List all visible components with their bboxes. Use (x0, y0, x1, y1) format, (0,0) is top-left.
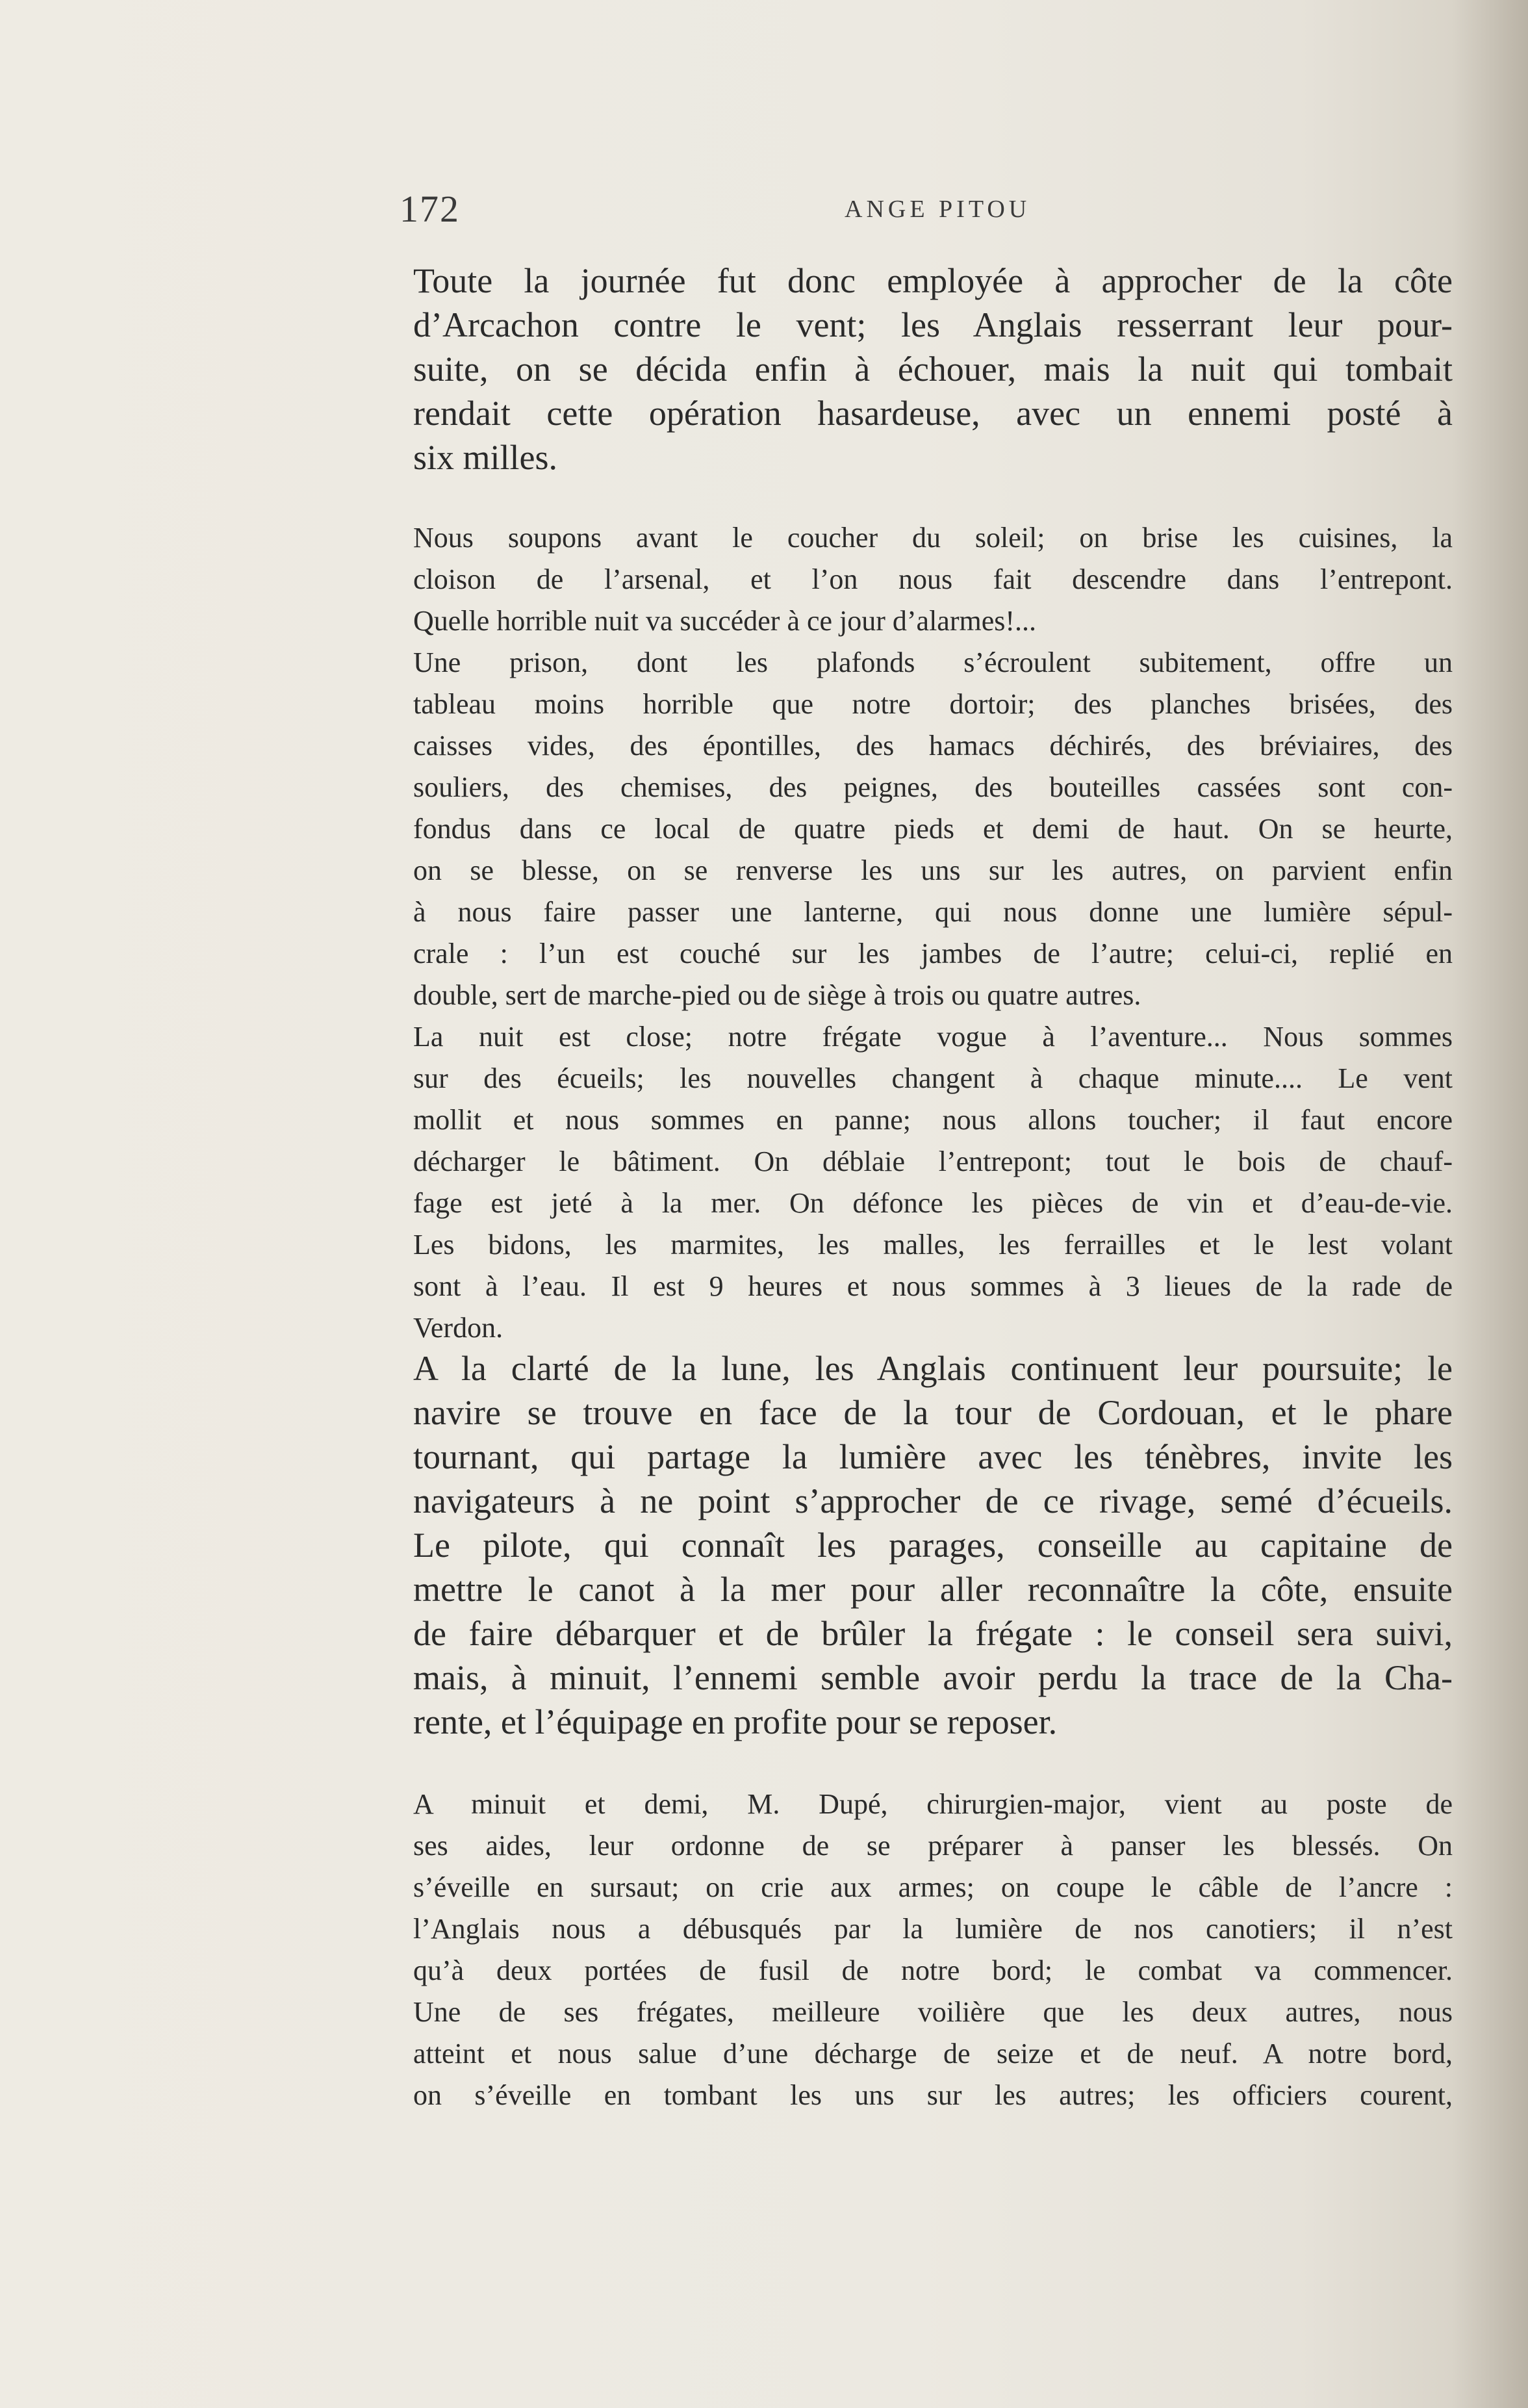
text-line: Les bidons, les marmites, les malles, les ferrailles et le lest volant (413, 1229, 1453, 1261)
paragraph-cordouan (413, 1346, 1453, 1744)
text-line: fage est jeté à la mer. On défonce les pièces de vin et d’eau-de-vie. (413, 1187, 1453, 1219)
quoted-account-night (413, 517, 1453, 1349)
text-line: atteint et nous salue d’une décharge de seize et de neuf. A notre bord, (413, 2038, 1453, 2069)
text-line: on se blesse, on se renverse les uns sur les autres, on parvient enfin (413, 854, 1453, 886)
text-line: qu’à deux portées de fusil de notre bord; le combat va commencer. (413, 1954, 1453, 1986)
text-line: tableau moins horrible que notre dortoir; des planches brisées, des (413, 688, 1453, 720)
text-line: A minuit et demi, M. Dupé, chirurgien-major, vient au poste de (413, 1788, 1453, 1820)
page-number: 172 (400, 188, 460, 230)
text-line: navigateurs à ne point s’approcher de ce rivage, semé d’écueils. (413, 1481, 1453, 1520)
text-line: rente, et l’équipage en profite pour se reposer. (413, 1702, 1058, 1741)
paragraph-approach-arcachon (413, 259, 1453, 480)
text-line: sur des écueils; les nouvelles changent à chaque minute.... Le vent (413, 1062, 1453, 1094)
text-line: A la clarté de la lune, les Anglais continuent leur poursuite; le (413, 1349, 1453, 1388)
text-line: souliers, des chemises, des peignes, des bouteilles cassées sont con- (413, 771, 1453, 803)
text-line: six milles. (413, 438, 558, 477)
text-line: l’Anglais nous a débusqués par la lumière de nos canotiers; il n’est (413, 1913, 1453, 1945)
text-line: mettre le canot à la mer pour aller reconnaître la côte, ensuite (413, 1570, 1453, 1609)
text-line: navire se trouve en face de la tour de Cordouan, et le phare (413, 1393, 1453, 1432)
text-line: Toute la journée fut donc employée à approcher de la côte (413, 261, 1453, 300)
text-line: on s’éveille en tombant les uns sur les autres; les officiers courent, (413, 2079, 1453, 2111)
text-line: mollit et nous sommes en panne; nous allons toucher; il faut encore (413, 1104, 1453, 1136)
page-header (0, 187, 1528, 233)
text-line: s’éveille en sursaut; on crie aux armes; on coupe le câble de l’ancre : (413, 1871, 1453, 1903)
text-line: sont à l’eau. Il est 9 heures et nous sommes à 3 lieues de la rade de (413, 1270, 1453, 1302)
text-line: caisses vides, des épontilles, des hamacs déchirés, des bréviaires, des (413, 730, 1453, 762)
text-line: double, sert de marche-pied ou de siège à trois ou quatre autres. (413, 979, 1141, 1011)
text-line: décharger le bâtiment. On déblaie l’entrepont; tout le bois de chauf- (413, 1146, 1453, 1177)
text-line: tournant, qui partage la lumière avec les ténèbres, invite les (413, 1437, 1453, 1476)
text-line: Une de ses frégates, meilleure voilière que les deux autres, nous (413, 1996, 1453, 2028)
running-head: ANGE PITOU (845, 196, 1031, 223)
text-line: rendait cette opération hasardeuse, avec un ennemi posté à (413, 394, 1453, 433)
text-line: mais, à minuit, l’ennemi semble avoir perdu la trace de la Cha- (413, 1658, 1453, 1697)
text-line: ses aides, leur ordonne de se préparer à panser les blessés. On (413, 1830, 1453, 1862)
text-line: Une prison, dont les plafonds s’écroulent subitement, offre un (413, 647, 1453, 678)
text-line: Verdon. (413, 1312, 503, 1344)
text-line: Nous soupons avant le coucher du soleil; on brise les cuisines, la (413, 522, 1453, 554)
text-line: crale : l’un est couché sur les jambes de l’autre; celui-ci, replié en (413, 938, 1453, 969)
text-line: d’Arcachon contre le vent; les Anglais resserrant leur pour- (413, 305, 1453, 344)
text-line: de faire débarquer et de brûler la frégate : le conseil sera suivi, (413, 1614, 1453, 1653)
quoted-account-battle (413, 1784, 1453, 2116)
text-line: Le pilote, qui connaît les parages, conseille au capitaine de (413, 1526, 1453, 1565)
text-line: à nous faire passer une lanterne, qui nous donne une lumière sépul- (413, 896, 1453, 928)
text-line: La nuit est close; notre frégate vogue à l’aventure... Nous sommes (413, 1021, 1453, 1053)
text-line: fondus dans ce local de quatre pieds et demi de haut. On se heurte, (413, 813, 1453, 845)
text-line: cloison de l’arsenal, et l’on nous fait descendre dans l’entrepont. (413, 563, 1453, 595)
text-line: suite, on se décida enfin à échouer, mais la nuit qui tombait (413, 350, 1453, 389)
text-line: Quelle horrible nuit va succéder à ce jour d’alarmes!... (413, 605, 1037, 637)
